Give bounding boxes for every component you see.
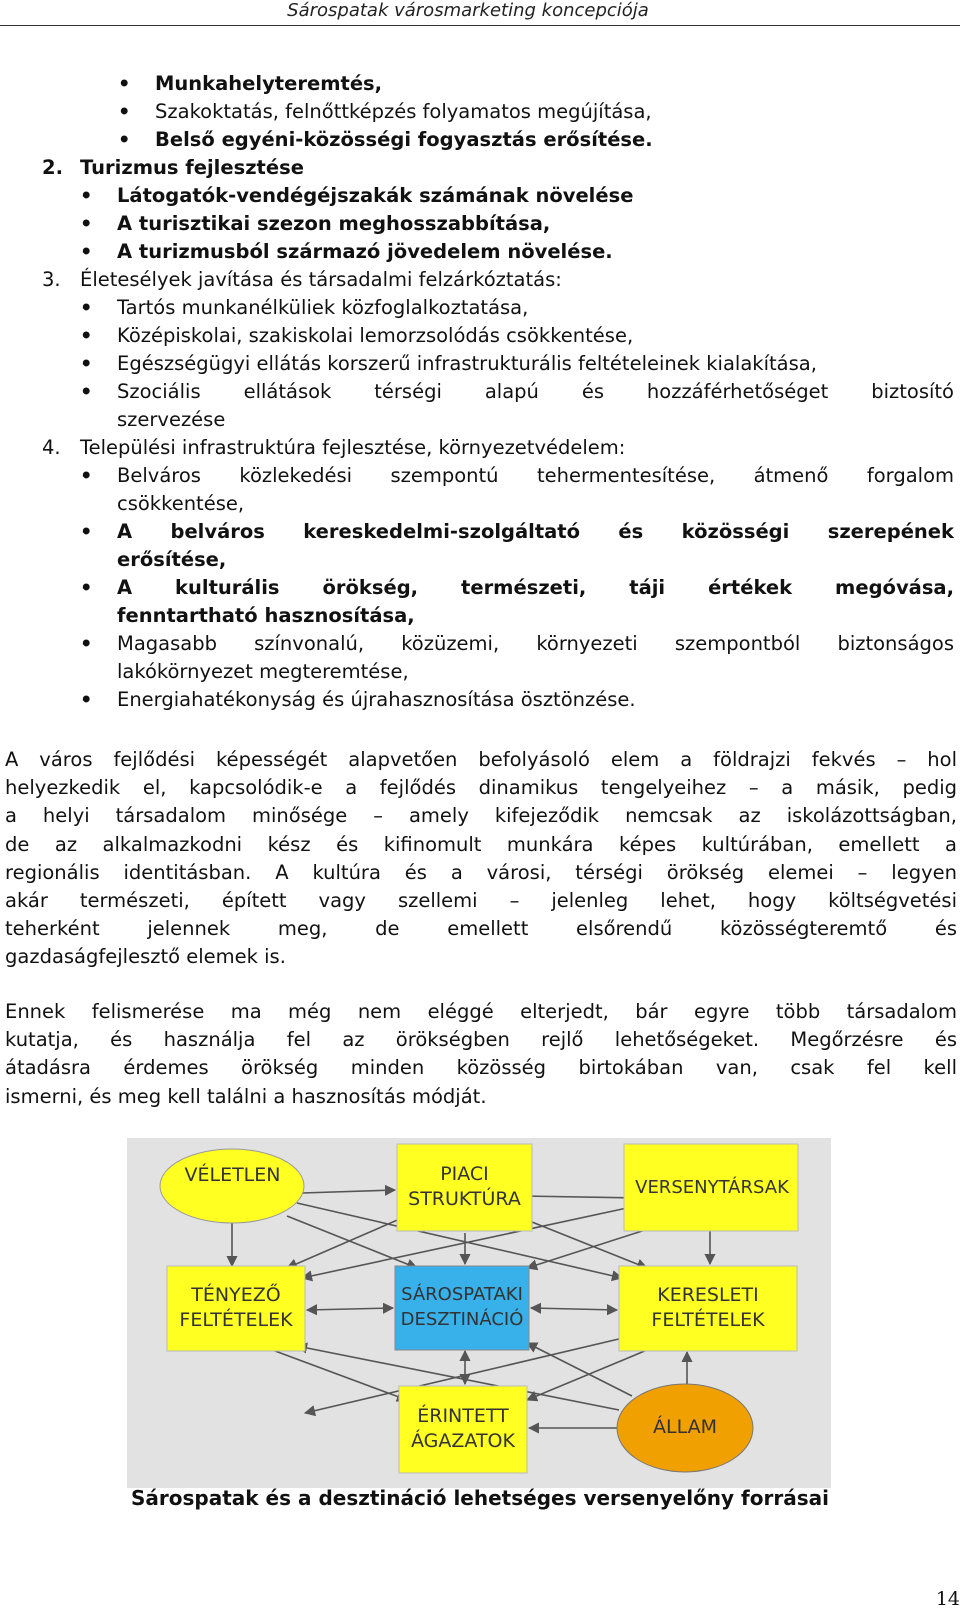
list-item-text: Munkahelyteremtés, [155, 72, 383, 95]
list-item-text: Középiskolai, szakiskolai lemorzsolódás csökkentése, [117, 324, 634, 347]
list-item [0, 238, 960, 266]
bullet: • [118, 100, 131, 123]
header-title: Sárospatak városmarketing koncepciója [287, 0, 649, 21]
allam-label [617, 1415, 753, 1440]
veletlen-text: VÉLETLEN [184, 1164, 281, 1186]
list-item-text: Belső egyéni-közösségi fogyasztás erősítése. [155, 128, 653, 151]
erintett-agazatok-label [399, 1404, 527, 1454]
bullet: • [118, 72, 131, 95]
list-item-text: A turizmusból származó jövedelem növelése. [117, 240, 613, 263]
paragraph-line: akár természeti, épített vagy szellemi – jelenleg lehet, hogy költségvetési [5, 888, 957, 912]
numbered-heading [0, 266, 960, 294]
tenyezo-feltetelek-label [167, 1283, 305, 1333]
item-number: 3. [42, 268, 61, 291]
paragraph-heritage [5, 998, 957, 1111]
desztinacio-line2: DESZTINÁCIÓ [400, 1309, 524, 1330]
list-item-text: Tartós munkanélküliek közfoglalkoztatása, [117, 296, 529, 319]
numbered-heading [0, 434, 960, 462]
list-item-continued [0, 658, 960, 686]
list-item-text: lakókörnyezet megteremtése, [117, 660, 409, 683]
list-item-continued [0, 406, 960, 434]
list-item [0, 98, 960, 126]
paragraph-line: gazdaságfejlesztő elemek is. [5, 945, 286, 969]
paragraph-line: regionális identitásban. A kultúra és a városi, térségi örökség elemei – legyen [5, 860, 957, 884]
paragraph-location [5, 746, 957, 972]
list-item-continued [0, 490, 960, 518]
list-item [0, 630, 960, 658]
list-item-text: Szakoktatás, felnőttképzés folyamatos megújítása, [155, 100, 652, 123]
paragraph-line: a helyi társadalom minősége – amely kifejeződik nemcsak az iskolázottságban, [5, 804, 957, 828]
list-item-text: Szociális ellátások térségi alapú és hozzáférhetőséget biztosító [117, 380, 954, 403]
item-number: 4. [42, 436, 61, 459]
list-item-text: Egészségügyi ellátás korszerű infrastrukturális feltételeinek kialakítása, [117, 352, 817, 375]
list-item-text: Belváros közlekedési szempontú tehermentesítése, átmenő forgalom [117, 464, 954, 487]
bullet: • [80, 520, 93, 543]
list-item-text: csökkentése, [117, 492, 245, 515]
versenytarsak-label [624, 1175, 800, 1200]
bullet: • [80, 632, 93, 655]
keresleti-feltetelek-label [619, 1283, 797, 1333]
list-item-text: Látogatók-vendégéjszakák számának növelése [117, 184, 634, 207]
erintett-line2: ÁGAZATOK [411, 1430, 515, 1452]
numbered-heading [0, 154, 960, 182]
list-item [0, 294, 960, 322]
competitive-advantage-diagram [127, 1138, 831, 1488]
goal-list [0, 70, 960, 714]
piaci-struktura-label [397, 1162, 532, 1212]
paragraph-line: átadásra érdemes örökség minden közösség birtokában van, csak fel kell [5, 1056, 957, 1080]
keresleti-line1: KERESLETI [657, 1284, 759, 1306]
paragraph-line: Ennek felismerése ma még nem eléggé elterjedt, bár egyre több társadalom [5, 1000, 957, 1023]
tenyezo-line2: FELTÉTELEK [179, 1309, 293, 1331]
erintett-line1: ÉRINTETT [417, 1405, 509, 1427]
paragraph-line: helyezkedik el, kapcsolódik-e a fejlődés dinamikus tengelyeihez – a másik, pedig [5, 776, 957, 800]
list-item [0, 350, 960, 378]
list-item-text: Energiahatékonyság és újrahasznosítása ösztönzése. [117, 688, 636, 711]
page-number: 14 [935, 1588, 960, 1610]
list-item [0, 210, 960, 238]
bullet: • [80, 184, 93, 207]
list-item-text: A turisztikai szezon meghosszabbítása, [117, 212, 551, 235]
piaci-line1: PIACI [440, 1163, 489, 1185]
bullet: • [80, 380, 93, 403]
list-item [0, 126, 960, 154]
paragraph-line: ismerni, és meg kell találni a hasznosítás módját. [5, 1084, 487, 1108]
bullet: • [80, 240, 93, 263]
list-item [0, 378, 960, 406]
list-item [0, 686, 960, 714]
list-item [0, 574, 960, 602]
desztinacio-line1: SÁROSPATAKI [401, 1284, 523, 1305]
list-item-text: fenntartható hasznosítása, [117, 604, 415, 627]
bullet: • [80, 212, 93, 235]
list-item [0, 322, 960, 350]
bullet: • [80, 324, 93, 347]
bullet: • [80, 576, 93, 599]
list-item-continued [0, 546, 960, 574]
paragraph-line: teherként jelennek meg, de emellett elsőrendű közösségteremtő és [5, 917, 957, 941]
list-item [0, 462, 960, 490]
veletlen-label [160, 1150, 305, 1200]
heading-text: Életesélyek javítása és társadalmi felzárkóztatás: [80, 268, 562, 291]
heading-text: Turizmus fejlesztése [80, 156, 304, 179]
bullet: • [118, 128, 131, 151]
list-item-continued [0, 602, 960, 630]
sarospataki-desztinacio-label [395, 1282, 529, 1332]
list-item [0, 518, 960, 546]
bullet: • [80, 464, 93, 487]
list-item-text: Magasabb színvonalú, közüzemi, környezeti szempontból biztonságos [117, 632, 954, 655]
list-item-text: szervezése [117, 408, 226, 431]
keresleti-line2: FELTÉTELEK [651, 1309, 765, 1331]
list-item-text: A kulturális örökség, természeti, táji értékek megóvása, [117, 576, 954, 599]
versenytarsak-text: VERSENYTÁRSAK [635, 1177, 789, 1198]
piaci-line2: STRUKTÚRA [408, 1188, 521, 1210]
list-item-text: A belváros kereskedelmi-szolgáltató és közösségi szerepének [117, 520, 954, 543]
paragraph-line: A város fejlődési képességét alapvetően befolyásoló elem a földrajzi fekvés – hol [5, 748, 957, 771]
list-item-text: erősítése, [117, 548, 227, 571]
bullet: • [80, 352, 93, 375]
paragraph-line: kutatja, és használja fel az örökségben rejlő lehetőségeket. Megőrzésre és [5, 1028, 957, 1052]
tenyezo-line1: TÉNYEZŐ [191, 1284, 281, 1306]
figure-caption: Sárospatak és a desztináció lehetséges versenyelőny forrásai [131, 1486, 829, 1510]
paragraph-line: de az alkalmazkodni kész és kifinomult munkára képes kultúrában, emellett a [5, 832, 957, 856]
bullet: • [80, 296, 93, 319]
header-divider [0, 25, 960, 26]
bullet: • [80, 688, 93, 711]
page-header [0, 0, 960, 30]
list-item [0, 70, 960, 98]
heading-text: Települési infrastruktúra fejlesztése, környezetvédelem: [80, 436, 626, 459]
allam-text: ÁLLAM [653, 1416, 717, 1438]
item-number: 2. [42, 156, 63, 179]
list-item [0, 182, 960, 210]
